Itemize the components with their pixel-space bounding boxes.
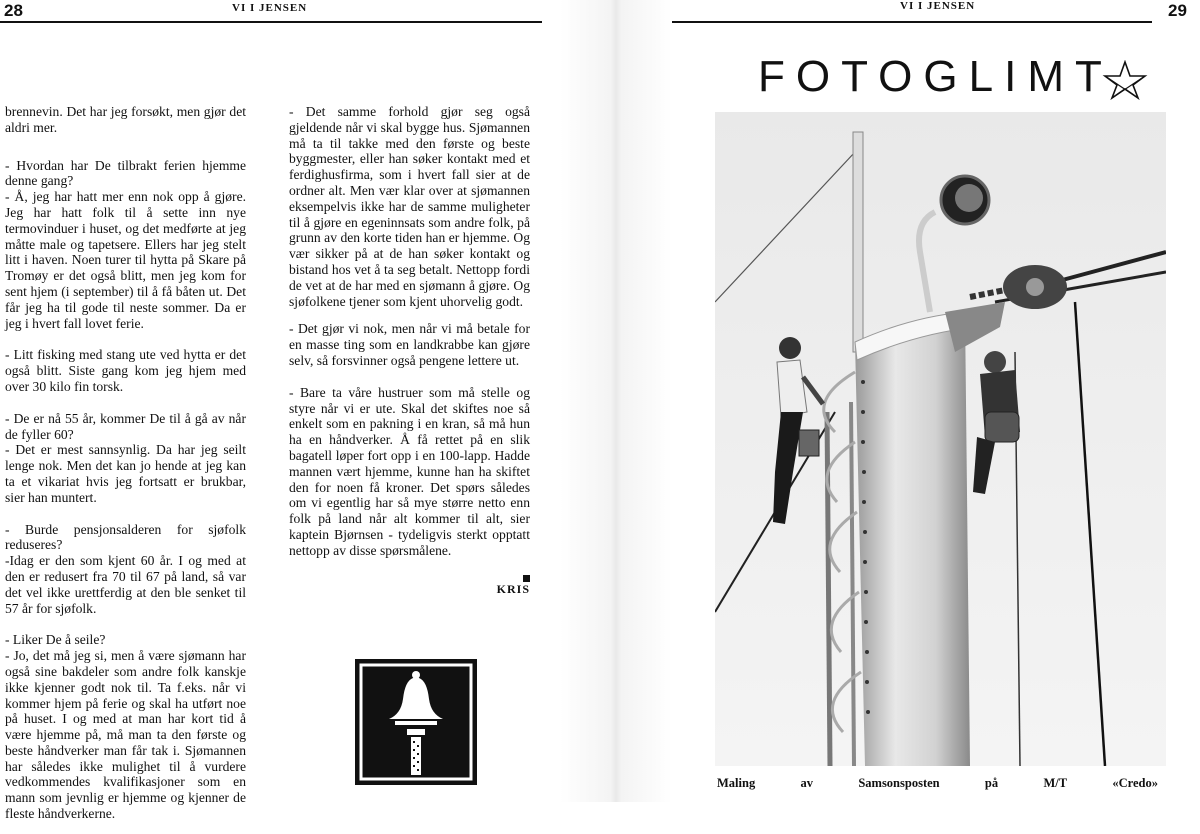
paragraph: - Det gjør vi nok, men når vi må betale for en masse ting som en landkrabbe kan gjøre selv, så forsvinner også pengene lettere ut. [289, 321, 530, 368]
paragraph: - Det samme forhold gjør seg også gjeldende når vi skal bygge hus. Sjømannen må ta til takke med den første og beste byggmester, eller han søker kontakt med et ferdighusfirma, som i hvert fall sier at de ordner alt. Men vær klar over at sjømannen eksempelvis ikke har de samme muligheter til å gjøre en egeninnsats som andre folk, på grunn av den korte tiden han er hjemme. Og vær sikker på at de han søker kontakt og bistand hos vet å ta seg betalt. Nettopp fordi de vet at de har med en sjømann å gjøre. Og sjøfolkene tjener som kjent uhorvelig godt. [289, 104, 530, 309]
question: - Hvordan har De tilbrakt ferien hjemme denne gang? [5, 157, 246, 189]
paragraph: - Å, jeg har hatt mer enn nok opp å gjøre. Jeg har hatt folk til å sette inn nye termovinduer i huset, og det medførte at jeg måtte male og tapetsere. Ellers har jeg stelt litt i haven. Noen turer til hytta på Skare på Tromøy er det også blitt, men jeg kom for sent hjem (i september) til å få båten ut. Det får jeg ha til gode til neste sommer. Da er jeg i hvert fall lovet ferie. [5, 189, 246, 331]
caption-word: på [984, 776, 999, 790]
caption-word: «Credo» [1112, 776, 1158, 790]
caption-word: M/T [1043, 776, 1068, 790]
section-title: FOTOGLIMT [758, 52, 1113, 101]
bell-icon [355, 659, 477, 785]
header-rule-right [672, 21, 1152, 23]
page-gutter [560, 0, 672, 802]
photo-caption [717, 776, 1158, 791]
star-icon [1102, 60, 1148, 100]
end-mark [523, 575, 530, 582]
photo-samson-post [715, 112, 1166, 766]
paragraph: brennevin. Det har jeg forsøkt, men gjør det aldri mer. [5, 104, 246, 135]
bell-logo [355, 659, 477, 785]
author-signature: KRIS [496, 581, 530, 596]
question: - Burde pensjonsalderen for sjøfolk reduseres? [5, 521, 246, 553]
paragraph: - Jo, det må jeg si, men å være sjømann har også sine bakdeler som andre folk kanskje ikke kjenner godt nok til. Ta f.eks. når vi kommer hjem på ferie og skal ha utført noe på huset. I og med at man har kort tid å være hjemme på, må man ta den første og beste håndverker man får tak i. Sjømannen har således ikke mulighet til å vurdere vedkommendes kvalifikasjoner som en mann som jevnlig er hjemme og kjenner de fleste håndverkerne. [5, 648, 246, 822]
question: - Liker De å seile? [5, 632, 106, 648]
paragraph: -Idag er den som kjent 60 år. I og med at den er redusert fra 70 til 67 på land, så var det vel ikke urettferdig at den ble senket til 57 år for sjøfolk. [5, 553, 246, 616]
left-page [0, 0, 560, 822]
page-number-left: 28 [4, 1, 23, 20]
page-number-right: 29 [1168, 1, 1187, 20]
caption-word: av [800, 776, 814, 790]
question: - De er nå 55 år, kommer De til å gå av når de fyller 60? [5, 410, 246, 442]
article-column-1 [5, 104, 246, 834]
header-rule-left [0, 21, 542, 23]
caption-word: Maling [717, 776, 756, 790]
right-page [672, 0, 1200, 802]
running-head-left: VI I JENSEN [232, 2, 308, 14]
caption-word: Samsonsposten [858, 776, 940, 790]
paragraph: - Det er mest sannsynlig. Da har jeg seilt lenge nok. Men det kan jo hende at jeg kan ta et vikariat hvis jeg fortsatt er brukbar, sier han muntert. [5, 442, 246, 505]
article-column-2 [289, 104, 530, 597]
running-head-right: VI I JENSEN [900, 0, 976, 12]
paragraph: - Bare ta våre hustruer som må stelle og styre når vi er ute. Skal det skiftes noe så enkelt som en pakning i en kran, så må hun ha en håndverker. Å få rettet på en slik bagatell løper fort opp i en 100-lapp. Hadde mannen vært hjemme, kunne han ha skiftet den for noen få kroner. Det spørs således om vi egentlig har så mye større netto enn folk på land når alt kommer til alt, sier kaptein Bjørnsen - tydeligvis sterkt opptatt nettopp av disse spørsmålene. [289, 384, 530, 558]
paragraph: - Litt fisking med stang ute ved hytta er det også blitt. Siste gang kom jeg hjem med over 30 kilo fin torsk. [5, 347, 246, 394]
